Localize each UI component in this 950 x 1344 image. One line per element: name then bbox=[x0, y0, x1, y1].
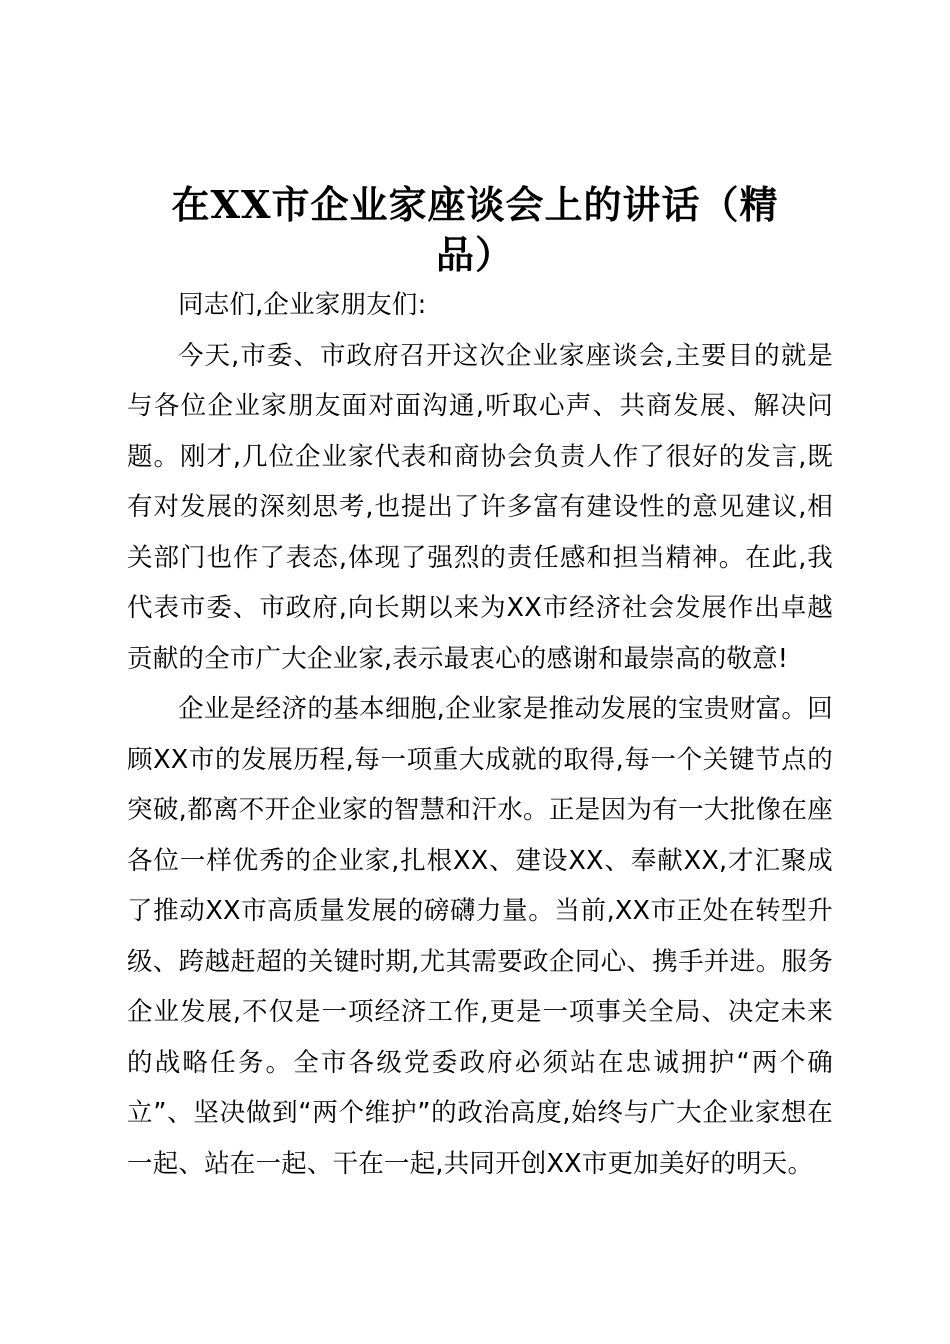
salutation: 同志们,企业家朋友们: bbox=[178, 290, 427, 320]
paragraph-2: 企业是经济的基本细胞,企业家是推动发展的宝贵财富。回顾XX市的发展历程,每一项重大成就的取得,每一个关键节点的突破,都离不开企业家的智慧和汗水。正是因为有一大批像在座各位一样优秀的企业家,扎根XX、建设XX、奉献XX,才汇聚成了推动XX市高质量发展的磅礴力量。当前,XX市正处在转型升级、跨越赶超的关键时期,尤其需要政企同心、携手并进。服务企业发展,不仅是一项经济工作,更是一项事关全局、决定未来的战略任务。全市各级党委政府必须站在忠诚拥护“两个确立”、坚决做到“两个维护”的政治高度,始终与广大企业家想在一起、站在一起、干在一起,共同开创XX市更加美好的明天。 bbox=[127, 694, 833, 1179]
document-title: 在XX市企业家座谈会上的讲话（精品） bbox=[171, 182, 779, 277]
document-body bbox=[127, 280, 833, 1189]
paragraph-1: 今天,市委、市政府召开这次企业家座谈会,主要目的就是与各位企业家朋友面对面沟通,听取心声、共商发展、解决问题。刚才,几位企业家代表和商协会负责人作了很好的发言,既有对发展的深刻思考,也提出了许多富有建设性的意见建议,相关部门也作了表态,体现了强烈的责任感和担当精神。在此,我代表市委、市政府,向长期以来为XX市经济社会发展作出卓越贡献的全市广大企业家,表示最衷心的感谢和最崇高的敬意! bbox=[127, 340, 833, 674]
